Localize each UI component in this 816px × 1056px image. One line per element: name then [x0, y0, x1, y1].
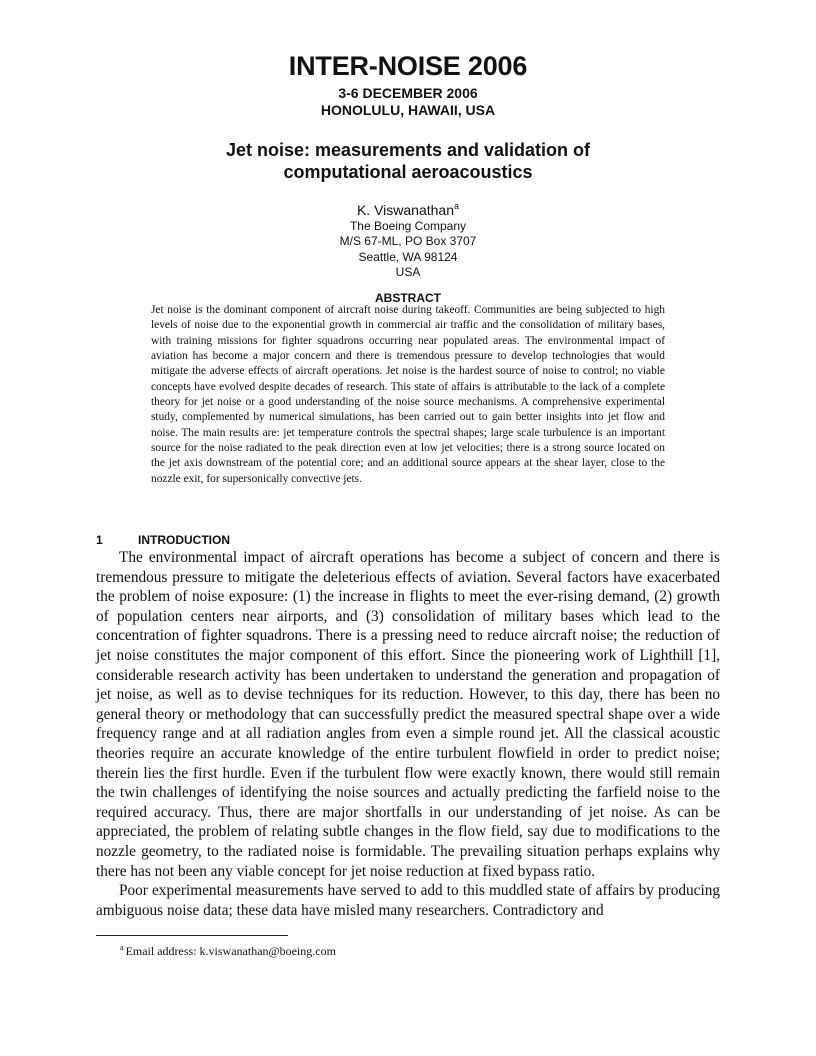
author-footnote-mark: a	[454, 201, 460, 211]
section-title: INTRODUCTION	[138, 533, 230, 547]
abstract-text: Jet noise is the dominant component of aircraft noise during takeoff. Communities are being subjected to high levels of noise due to the exponential growth in commercial air traffic and the consolidation of military bases, with training missions for fighter squadrons occurring near populated areas. The environmental impact of aviation has become a major concern and there is tremendous pressure to develop technologies that would mitigate the adverse effects of aircraft operations. Jet noise is the hardest source of noise to control; no viable concepts have evolved despite decades of research. This state of affairs is attributable to the lack of a complete theory for jet noise or a good understanding of the noise source mechanisms. A comprehensive experimental study, complemented by numerical simulations, has been carried out to gain better insights into jet flow and noise. The main results are: jet temperature controls the spectral shapes; large scale turbulence is an important source for the noise radiated to the peak direction even at low jet velocities; there is a strong source located on the jet axis downstream of the potential core; and an additional source appears at the shear layer, close to the nozzle exit, for supersonically convective jets.	[151, 304, 665, 485]
footnote-email: Email address: k.viswanathan@boeing.com	[125, 944, 336, 958]
body-paragraph-1: The environmental impact of aircraft operations has become a subject of concern and there is tremendous pressure to mitigate the deleterious effects of aviation. Several factors have exacerbated the problem of noise exposure: (1) the increase in flights to meet the ever-rising demand, (2) growth of population centers near airports, and (3) consolidation of military bases which lead to the concentration of fighter squadrons. There is a pressing need to reduce aircraft noise; the reduction of jet noise constitutes the major component of this effort. Since the pioneering work of Lighthill [1], considerable research activity has been undertaken to understand the generation and propagation of jet noise, as well as to devise techniques for its reduction. However, to this day, there has been no general theory or methodology that can successfully predict the measured spectral shape over a wide frequency range and at all radiation angles from even a simple round jet. All the classical acoustic theories require an accurate knowledge of the entire turbulent flowfield in order to predict noise; therein lies the first hurdle. Even if the turbulent flow were exactly known, there would still remain the twin challenges of identifying the noise sources and actually predicting the farfield noise to the required accuracy. Thus, there are major shortfalls in our understanding of jet noise. As can be appreciated, the problem of relating subtle changes in the flow field, say due to modifications to the nozzle geometry, to the radiated noise is formidable. The prevailing situation perhaps explains why there has not been any viable concept for jet noise reduction at fixed bypass ratio.	[96, 549, 720, 880]
author-name: K. Viswanathan	[356, 202, 454, 218]
footnote	[120, 944, 336, 959]
affiliation-city: Seattle, WA 98124	[358, 249, 458, 264]
affiliation-country: USA	[395, 264, 421, 279]
abstract-heading: ABSTRACT	[375, 291, 441, 305]
section-body	[96, 548, 720, 920]
author-line	[0, 202, 816, 219]
author-affiliation	[0, 219, 816, 280]
footnote-mark: a	[120, 943, 124, 952]
conference-title: INTER-NOISE 2006	[288, 51, 528, 81]
footnote-divider	[96, 935, 288, 936]
paper-title-line-2: computational aeroacoustics	[283, 162, 533, 182]
body-paragraph-2: Poor experimental measurements have served to add to this muddled state of affairs by producing ambiguous noise data; these data have misled many researchers. Contradictory and	[96, 882, 720, 919]
affiliation-mailstop: M/S 67-ML, PO Box 3707	[339, 234, 477, 249]
conference-location: HONOLULU, HAWAII, USA	[320, 102, 496, 118]
conference-date: 3-6 DECEMBER 2006	[338, 85, 478, 101]
section-heading	[96, 533, 230, 547]
section-number: 1	[96, 533, 103, 547]
affiliation-company: The Boeing Company	[349, 219, 467, 233]
paper-title-line-1: Jet noise: measurements and validation of	[225, 140, 591, 160]
paper-title	[0, 139, 816, 183]
